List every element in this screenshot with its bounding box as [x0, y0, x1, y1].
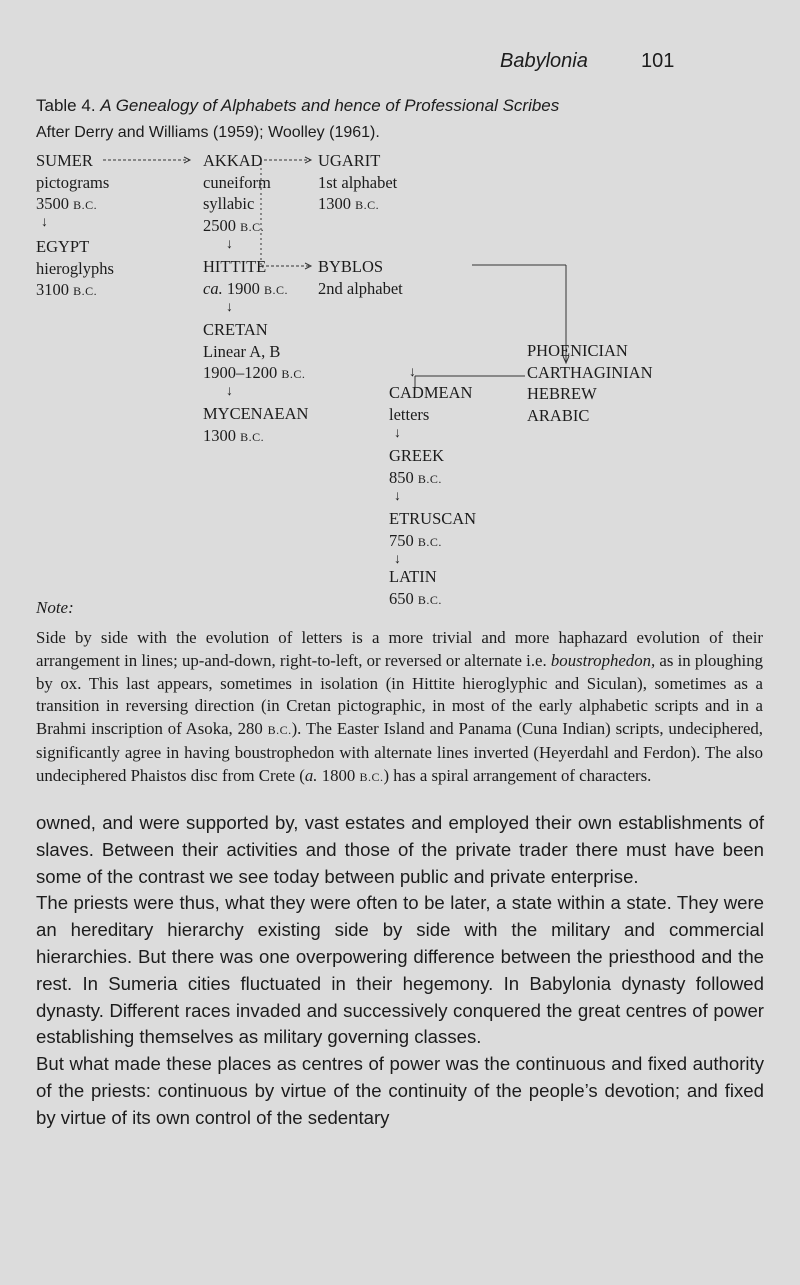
node-cretan-date: 1900–1200 B.C.	[203, 363, 306, 382]
node-akkad-desc-1: cuneiform	[203, 172, 271, 192]
node-phoenician-line-4: ARABIC	[527, 405, 590, 425]
down-arrow-akkad-hittite: ↓	[226, 237, 233, 252]
node-akkad-name: AKKAD	[203, 151, 263, 170]
node-cretan-desc: Linear A, B	[203, 341, 281, 361]
node-mycenaean	[203, 403, 308, 448]
table-caption-prefix: Table 4.	[36, 96, 96, 115]
down-arrow-cretan-mycenaean: ↓	[226, 384, 233, 399]
node-hittite-date: ca. 1900 B.C.	[203, 278, 288, 298]
node-phoenician-line-1: PHOENICIAN	[527, 341, 628, 360]
node-sumer-name: SUMER	[36, 151, 93, 170]
node-latin	[389, 566, 442, 611]
body-paragraph-2: The priests were thus, what they were often to be later, a state within a state. They were an hereditary hierarchy existing side by side with the military and commercial hierarchies. But there was one overpowering difference between the priesthood and the rest. In Sumeria cities fluctuated in their hegemony. In Babylonia dynasty followed dynasty. Different races invaded and successively conquered the great centres of power establishing themselves as military governing classes.	[36, 892, 764, 1048]
node-greek-date: 850 B.C.	[389, 467, 442, 487]
node-cadmean-desc: letters	[389, 404, 430, 424]
node-etruscan-name: ETRUSCAN	[389, 509, 477, 528]
down-arrow-sumer-egypt: ↓	[41, 215, 48, 230]
node-byblos-desc: 2nd alphabet	[318, 278, 403, 298]
node-phoenician	[527, 340, 653, 426]
down-arrow-etruscan-latin: ↓	[394, 552, 401, 567]
node-greek	[389, 445, 444, 490]
node-ugarit-desc: 1st alphabet	[318, 172, 398, 192]
node-egypt	[36, 236, 114, 303]
node-byblos-name: BYBLOS	[318, 257, 384, 276]
node-mycenaean-date: 1300 B.C.	[203, 425, 265, 445]
node-hittite-name: HITTITE	[203, 257, 267, 276]
node-phoenician-line-2: CARTHAGINIAN	[527, 362, 653, 382]
table-caption-title: A Genealogy of Alphabets and hence of Professional Scribes	[100, 96, 560, 115]
node-akkad	[203, 150, 271, 238]
node-egypt-desc: hieroglyphs	[36, 258, 114, 278]
node-egypt-name: EGYPT	[36, 237, 90, 256]
node-latin-name: LATIN	[389, 567, 437, 586]
node-cadmean	[389, 382, 472, 425]
node-hittite	[203, 256, 288, 301]
arrowhead-sumer-akkad	[184, 157, 190, 163]
body-paragraph-1: owned, and were supported by, vast estates and employed their own establishments of slaves. Between their activities and those of the private trader there must have been some of the contrast we see today between public and private enterprise.	[36, 812, 764, 887]
node-cadmean-name: CADMEAN	[389, 383, 473, 402]
table-caption	[36, 96, 559, 116]
node-mycenaean-name: MYCENAEAN	[203, 404, 309, 423]
arrowhead-akkad-ugarit	[305, 157, 311, 163]
node-ugarit-name: UGARIT	[318, 151, 381, 170]
down-arrow-hittite-cretan: ↓	[226, 300, 233, 315]
node-ugarit-date: 1300 B.C.	[318, 194, 380, 213]
page-number: 101	[641, 50, 675, 72]
down-arrow-byblos-cadmean: ↓	[409, 365, 416, 380]
node-byblos	[318, 256, 403, 299]
node-phoenician-line-3: HEBREW	[527, 384, 597, 403]
node-etruscan-date: 750 B.C.	[389, 530, 442, 550]
node-greek-name: GREEK	[389, 446, 444, 465]
node-ugarit	[318, 150, 397, 217]
node-egypt-date: 3100 B.C.	[36, 280, 98, 299]
node-cretan-name: CRETAN	[203, 320, 268, 339]
body-paragraph-3: But what made these places as centres of power was the continuous and fixed authority of the priests: continuous by virtue of the continuity of the people’s devotion; and fixed by virtue of its own control of the sedentary	[36, 1053, 764, 1128]
node-sumer-date: 3500 B.C.	[36, 194, 98, 213]
note-text: Side by side with the evolution of letters is a more trivial and more haphazard evolution of their arrangement in lines; up-and-down, right-to-left, or reversed or alternate i.e. boustrophedon, as in ploughing by ox. This last appears, sometimes in isolation (in Hittite hieroglyphic and Siculan), sometimes as a transition in reversing direction (in Cretan pictographic, in most of the early alphabetic scripts and in a Brahmi inscription of Asoka, 280 B.C.). The Easter Island and Panama (Cuna Indian) scripts, undeciphered, significantly agree in having boustrophedon with alternate lines inverted (Heyerdahl and Ferdon). The also undeciphered Phaistos disc from Crete (a. 1800 B.C.) has a spiral arrangement of characters.	[36, 628, 763, 785]
body-text	[36, 810, 764, 1132]
running-header-title: Babylonia	[500, 50, 588, 72]
node-sumer-desc: pictograms	[36, 172, 110, 192]
node-cretan	[203, 319, 305, 386]
node-etruscan	[389, 508, 476, 553]
node-latin-date: 650 B.C.	[389, 588, 442, 608]
down-arrow-greek-etruscan: ↓	[394, 489, 401, 504]
down-arrow-cadmean-greek: ↓	[394, 426, 401, 441]
node-akkad-date: 2500 B.C.	[203, 215, 265, 235]
node-sumer	[36, 150, 109, 217]
table-source: After Derry and Williams (1959); Woolley (1961).	[36, 124, 380, 141]
arrowhead-akkad-byblos	[305, 263, 311, 269]
node-akkad-desc-2: syllabic	[203, 194, 255, 213]
note-label: Note:	[36, 598, 74, 617]
